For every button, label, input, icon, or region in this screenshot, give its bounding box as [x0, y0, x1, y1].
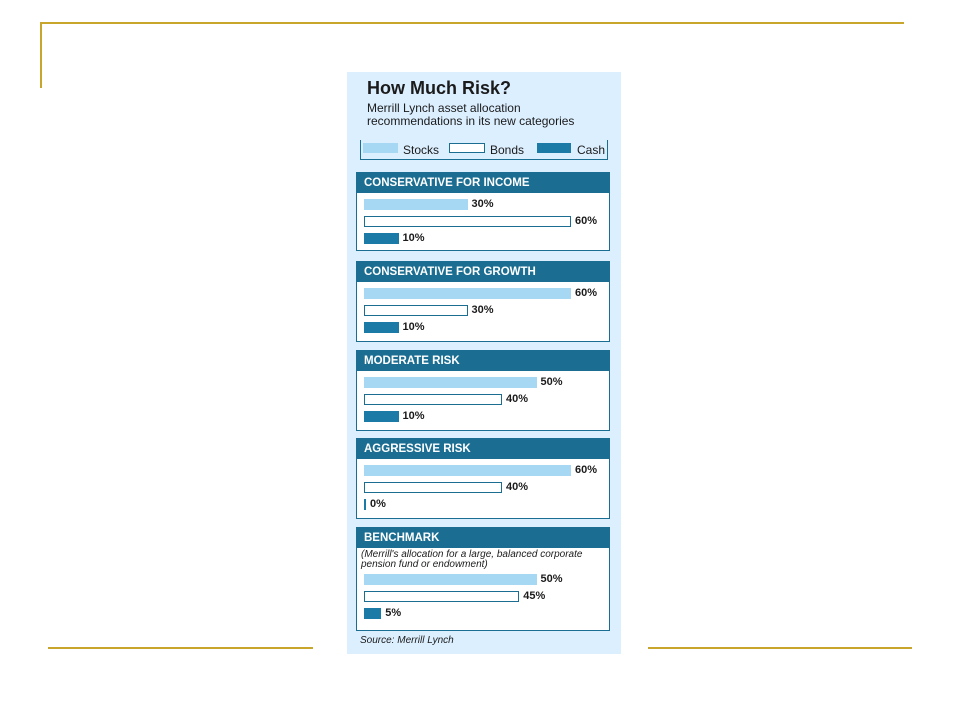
bar-cash	[364, 499, 366, 510]
bar-bonds	[364, 216, 571, 227]
bar-label-cash: 5%	[385, 607, 402, 619]
bar-cash	[364, 411, 399, 422]
group-header: AGGRESSIVE RISK	[357, 439, 609, 459]
bar-bonds	[364, 482, 502, 493]
legend-label-bonds: Bonds	[490, 143, 525, 157]
group-box	[356, 172, 610, 251]
bar-label-cash: 10%	[402, 232, 425, 244]
bar-label-bonds: 60%	[575, 215, 598, 227]
legend-swatch-bonds	[449, 143, 485, 153]
group-box	[356, 438, 610, 519]
bar-stocks	[364, 377, 537, 388]
group-header: MODERATE RISK	[357, 351, 609, 371]
group-box	[356, 350, 610, 431]
bar-stocks	[364, 465, 571, 476]
source-note: Source: Merrill Lynch	[360, 635, 454, 646]
bar-label-cash: 10%	[402, 321, 425, 333]
group-box	[356, 261, 610, 342]
bar-label-stocks: 30%	[471, 198, 494, 210]
bar-label-stocks: 50%	[540, 573, 563, 585]
left-vertical-rule	[40, 22, 42, 88]
bar-cash	[364, 608, 381, 619]
chart-panel	[347, 72, 621, 654]
bottom-right-rule	[648, 647, 912, 649]
group-header: CONSERVATIVE FOR GROWTH	[357, 262, 609, 282]
chart-subtitle: Merrill Lynch asset allocation recommendations in its new categories	[367, 101, 575, 128]
bar-label-stocks: 50%	[540, 376, 563, 388]
group-header: CONSERVATIVE FOR INCOME	[357, 173, 609, 193]
bar-label-cash: 10%	[402, 410, 425, 422]
bar-label-stocks: 60%	[575, 287, 598, 299]
top-horizontal-rule	[40, 22, 904, 24]
legend-swatch-stocks	[363, 143, 398, 153]
bottom-left-rule	[48, 647, 313, 649]
legend-label-stocks: Stocks	[403, 143, 440, 157]
legend-label-cash: Cash	[577, 143, 606, 157]
bar-label-cash: 0%	[370, 498, 386, 510]
legend-swatch-cash	[537, 143, 571, 153]
bar-cash	[364, 322, 399, 333]
bar-stocks	[364, 288, 571, 299]
bar-label-bonds: 30%	[471, 304, 494, 316]
bar-stocks	[364, 574, 537, 585]
bar-label-bonds: 45%	[523, 590, 546, 602]
bar-bonds	[364, 394, 502, 405]
bar-bonds	[364, 305, 468, 316]
group-box	[356, 527, 610, 631]
legend	[360, 140, 608, 160]
bar-label-stocks: 60%	[575, 464, 598, 476]
bar-stocks	[364, 199, 468, 210]
bar-bonds	[364, 591, 519, 602]
group-note: (Merrill's allocation for a large, balanced corporate pension fund or endowment)	[361, 549, 583, 570]
bar-label-bonds: 40%	[506, 393, 529, 405]
bar-cash	[364, 233, 399, 244]
bar-label-bonds: 40%	[506, 481, 529, 493]
group-header: BENCHMARK	[357, 528, 609, 548]
chart-title: How Much Risk?	[367, 78, 512, 98]
